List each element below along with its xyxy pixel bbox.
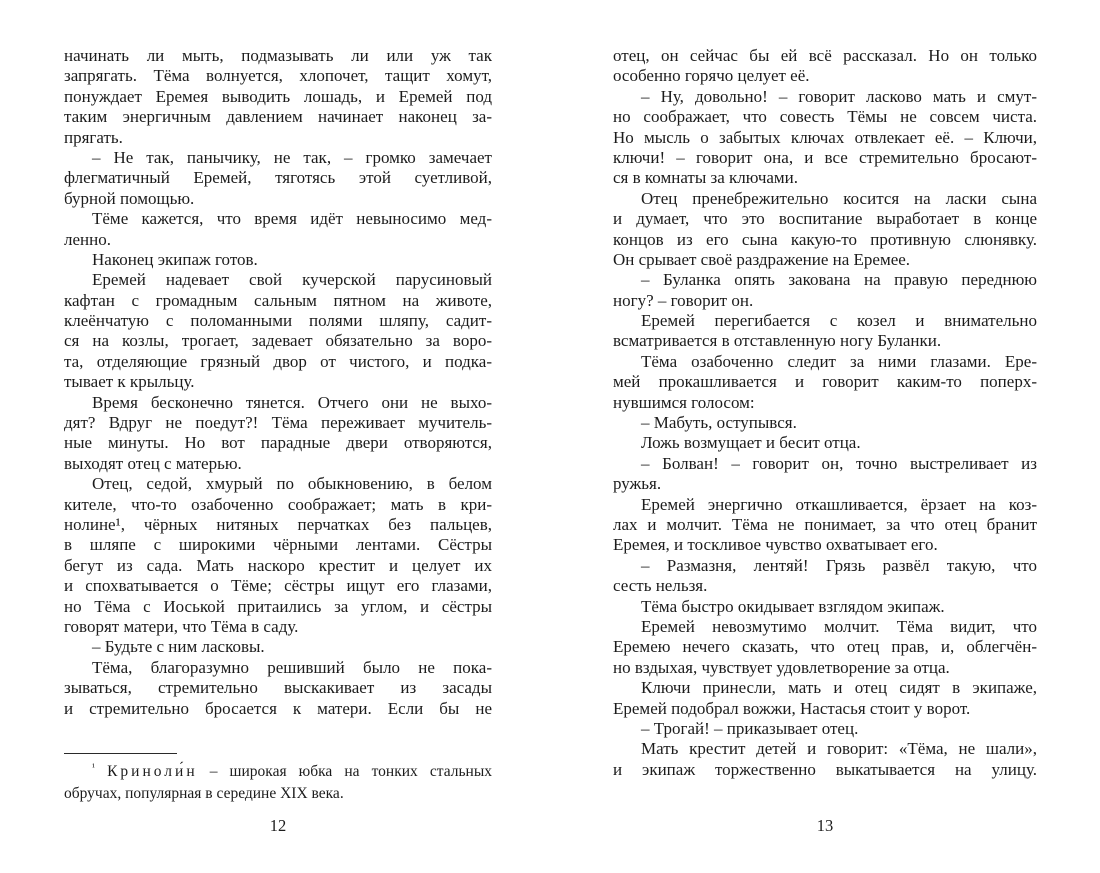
text-line: Еремей перегибается с козел и внимательно xyxy=(641,311,1037,331)
text-line: – Будьте с ним ласковы. xyxy=(92,637,265,657)
text-line: Еремея, и тоскливое чувство охватывает его. xyxy=(613,535,938,555)
text-line: но вздыхая, чувствует удовлетворение за отца. xyxy=(613,657,950,677)
footnote-definition: – широкая юбка на тонких стальных xyxy=(209,763,492,780)
text-line: Тёма озабоченно следит за ними глазами. Ере- xyxy=(641,351,1037,371)
text-line: кафтан с громадным сальным пятном на животе, xyxy=(64,290,492,310)
text-line: и стремительно бросается к матери. Если бы не xyxy=(64,698,492,718)
footnote-line: обручах, популярная в середине XIX века. xyxy=(64,784,344,802)
text-line: в шляпе с широкими чёрными лентами. Сёстры xyxy=(64,535,492,555)
text-line: всматривается в отставленную ногу Буланки. xyxy=(613,331,942,351)
text-line: ногу? – говорит он. xyxy=(613,290,754,310)
text-line: Ложь возмущает и бесит отца. xyxy=(641,433,861,453)
text-line: флегматичный Еремей, тяготясь этой суетливой, xyxy=(64,168,492,188)
text-line: Еремей невозмутимо молчит. Тёма видит, что xyxy=(641,616,1037,636)
text-line: – Мабуть, оступывся. xyxy=(641,413,797,433)
text-line: тывает к крыльцу. xyxy=(64,372,195,392)
text-line: ные минуты. Но вот парадные двери отворяются, xyxy=(64,433,492,453)
text-line: клеёнчатую с поломанными полями шляпу, садит- xyxy=(64,311,492,331)
footnote-spacer xyxy=(198,763,210,780)
text-line: отец, он сейчас бы ей всё рассказал. Но он только xyxy=(613,46,1037,65)
text-line: нолине¹, чёрных нитяных перчатках без пальцев, xyxy=(64,514,492,534)
footnote-spacer xyxy=(95,763,107,780)
text-line: Ключи принесли, мать и отец сидят в экипаже, xyxy=(641,678,1037,698)
text-line: запрягать. Тёма волнуется, хлопочет, тащит хомут, xyxy=(64,66,492,86)
text-line: прягать. xyxy=(64,127,123,147)
text-line: – Буланка опять закована на правую переднюю xyxy=(641,270,1037,290)
text-line: та, отделяющие грязный двор от чистого, и подка- xyxy=(64,351,492,371)
text-line: и спохватывается о Тёме; сёстры ищут его глазами, xyxy=(64,576,492,596)
text-line: выходят отец с матерью. xyxy=(64,453,242,473)
text-line: – Размазня, лентяй! Грязь развёл такую, что xyxy=(641,555,1037,575)
text-line: Но мысль о забытых ключах отвлекает её. – Ключи, xyxy=(613,127,1037,147)
page-number-right: 13 xyxy=(816,816,834,835)
text-line: концов из его сына какую-то противную слюнявку. xyxy=(613,229,1037,249)
text-line: зываться, стремительно выскакивает из засады xyxy=(64,678,492,698)
text-line: дят? Вдруг не поедут?! Тёма переживает мучитель- xyxy=(64,413,492,433)
text-line: особенно горячо целует её. xyxy=(613,66,810,86)
text-line: ся в комнаты за ключами. xyxy=(613,168,799,188)
text-line: бегут из сада. Мать наскоро крестит и целует их xyxy=(64,555,492,575)
text-line: говорят матери, что Тёма в саду. xyxy=(64,616,299,636)
text-line: Еремей надевает свой кучерской парусиновый xyxy=(92,270,492,290)
text-line: Мать крестит детей и говорит: «Тёма, не шали», xyxy=(641,739,1037,759)
footnote-line xyxy=(64,761,492,783)
right-page-text xyxy=(613,46,1037,780)
text-line: и экипаж торжественно выкатывается на улицу. xyxy=(613,759,1037,779)
text-line: сесть нельзя. xyxy=(613,576,708,596)
text-line: Отец пренебрежительно косится на ласки сына xyxy=(641,188,1037,208)
text-line: кителе, что-то озабоченно соображает; мать в кри- xyxy=(64,494,492,514)
footnote-term: Криноли́н xyxy=(107,763,198,780)
text-line: – Трогай! – приказывает отец. xyxy=(641,718,859,738)
text-line: но Тёма с Иоськой притаились за углом, и сёстры xyxy=(64,596,492,616)
text-line: таким энергичным давлением начинает наконец за- xyxy=(64,107,492,127)
text-line: ружья. xyxy=(613,474,662,494)
footnote xyxy=(64,761,492,804)
text-line: Тёма, благоразумно решивший было не пока- xyxy=(92,657,492,677)
page-number-left: 12 xyxy=(269,816,287,835)
text-line: и думает, что это воспитание выработает в конце xyxy=(613,209,1037,229)
footnote-marker: ¹ xyxy=(92,761,95,773)
text-line: ключи! – говорит она, и все стремительно бросают- xyxy=(613,147,1037,167)
text-line: лах и молчит. Тёма не понимает, за что отец бранит xyxy=(613,514,1037,534)
text-line: Он срывает своё раздражение на Еремее. xyxy=(613,249,911,269)
text-line: понуждает Еремея выводить лошадь, и Еремей под xyxy=(64,86,492,106)
text-line: начинать ли мыть, подмазывать ли или уж так xyxy=(64,46,492,65)
text-line: – Болван! – говорит он, точно выстреливает из xyxy=(641,453,1037,473)
text-line: – Не так, панычику, не так, – громко замечает xyxy=(92,147,492,167)
text-line: Наконец экипаж готов. xyxy=(92,249,258,269)
text-line: – Ну, довольно! – говорит ласково мать и смут- xyxy=(641,86,1037,106)
left-page-text xyxy=(64,46,492,719)
text-line: Время бесконечно тянется. Отчего они не выхо- xyxy=(92,392,492,412)
text-line: Тёме кажется, что время идёт невыносимо мед- xyxy=(92,209,492,229)
text-line: Отец, седой, хмурый по обыкновению, в белом xyxy=(92,474,492,494)
text-line: Тёма быстро окидывает взглядом экипаж. xyxy=(641,596,945,616)
text-line: мей прокашливается и говорит каким-то поперх- xyxy=(613,372,1037,392)
text-line: ленно. xyxy=(64,229,111,249)
text-line: Еремею нечего сказать, что отец прав, и, облегчён- xyxy=(613,637,1037,657)
text-line: Еремей энергично откашливается, ёрзает на коз- xyxy=(641,494,1037,514)
footnote-divider xyxy=(64,753,177,754)
text-line: ся на козлы, трогает, задевает обязательно за воро- xyxy=(64,331,492,351)
text-line: но соображает, что совесть Тёмы не совсем чиста. xyxy=(613,107,1037,127)
text-line: Еремей подобрал вожжи, Настасья стоит у ворот. xyxy=(613,698,971,718)
text-line: нувшимся голосом: xyxy=(613,392,755,412)
text-line: бурной помощью. xyxy=(64,188,195,208)
